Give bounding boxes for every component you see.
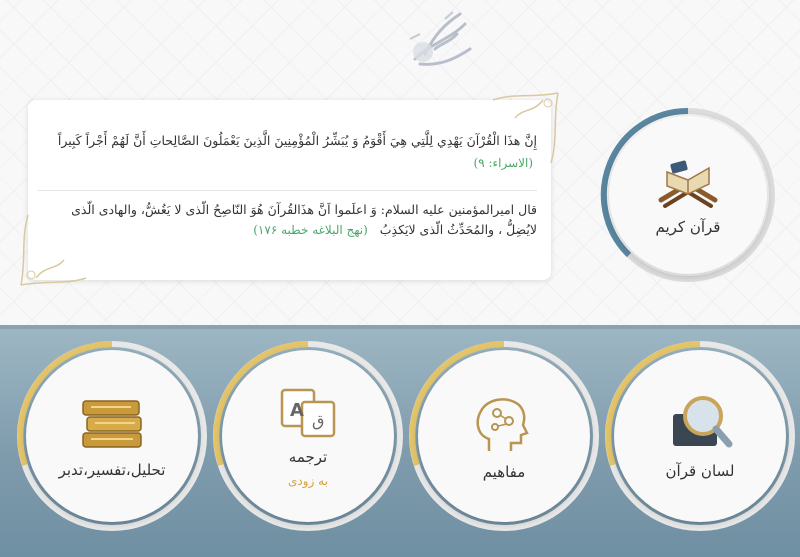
hadith-reference: (نهج البلاغه خطبه ۱۷۶) <box>253 223 368 237</box>
books-stack-icon <box>77 393 147 453</box>
lisan-quran-label: لسان قرآن <box>665 462 735 480</box>
quran-tile[interactable] <box>609 116 767 274</box>
verse-reference: (الاسراء: ۹) <box>473 156 534 170</box>
lisan-quran-tile[interactable] <box>614 350 786 522</box>
quran-tile-label: قرآن کریم <box>655 218 721 236</box>
svg-text:ق: ق <box>312 411 325 430</box>
mafahim-label: مفاهیم <box>482 463 526 481</box>
mafahim-tile[interactable] <box>418 350 590 522</box>
svg-text:A: A <box>290 400 304 421</box>
quran-verse <box>38 130 537 174</box>
divider <box>38 190 537 191</box>
tahlil-tile[interactable] <box>26 350 198 522</box>
hadith-quote <box>38 200 537 240</box>
magnifier-book-icon <box>665 392 735 454</box>
tarjome-tile[interactable] <box>222 350 394 522</box>
translate-icon <box>276 384 340 440</box>
tahlil-label: تحلیل،تفسیر،تدبر <box>58 461 166 479</box>
coming-soon-label: به زودی <box>288 474 328 488</box>
quran-quote-card <box>28 100 551 280</box>
calligraphy-logo <box>395 4 485 76</box>
verse-text: إِنَّ هذَا الْقُرْآنَ یَهْدِي لِلَّتِي هِيَ أَقْوَمُ وَ یُبَشِّرُ الْمُؤْمِنِينَ الَّذِينَ يَعْمَلُونَ الصَّالِحاتِ أَنَّ لَهُمْ أَجْراً كَبِيراً <box>57 133 537 148</box>
hadith-text: قال امیرالمؤمنین علیه السلام: وَ اعلَموا اَنَّ هذَالقُرآنَ هُوَ النّاصِحُ الّذی لا یَغُشُّ، والهادی الّذی لایُضِلُّ ، والمُحَدِّثُ الّذی لایَکذِبُ <box>71 202 537 237</box>
head-network-icon <box>469 391 539 455</box>
quran-stand-icon <box>653 154 723 210</box>
tarjome-label: ترجمه <box>288 448 328 466</box>
